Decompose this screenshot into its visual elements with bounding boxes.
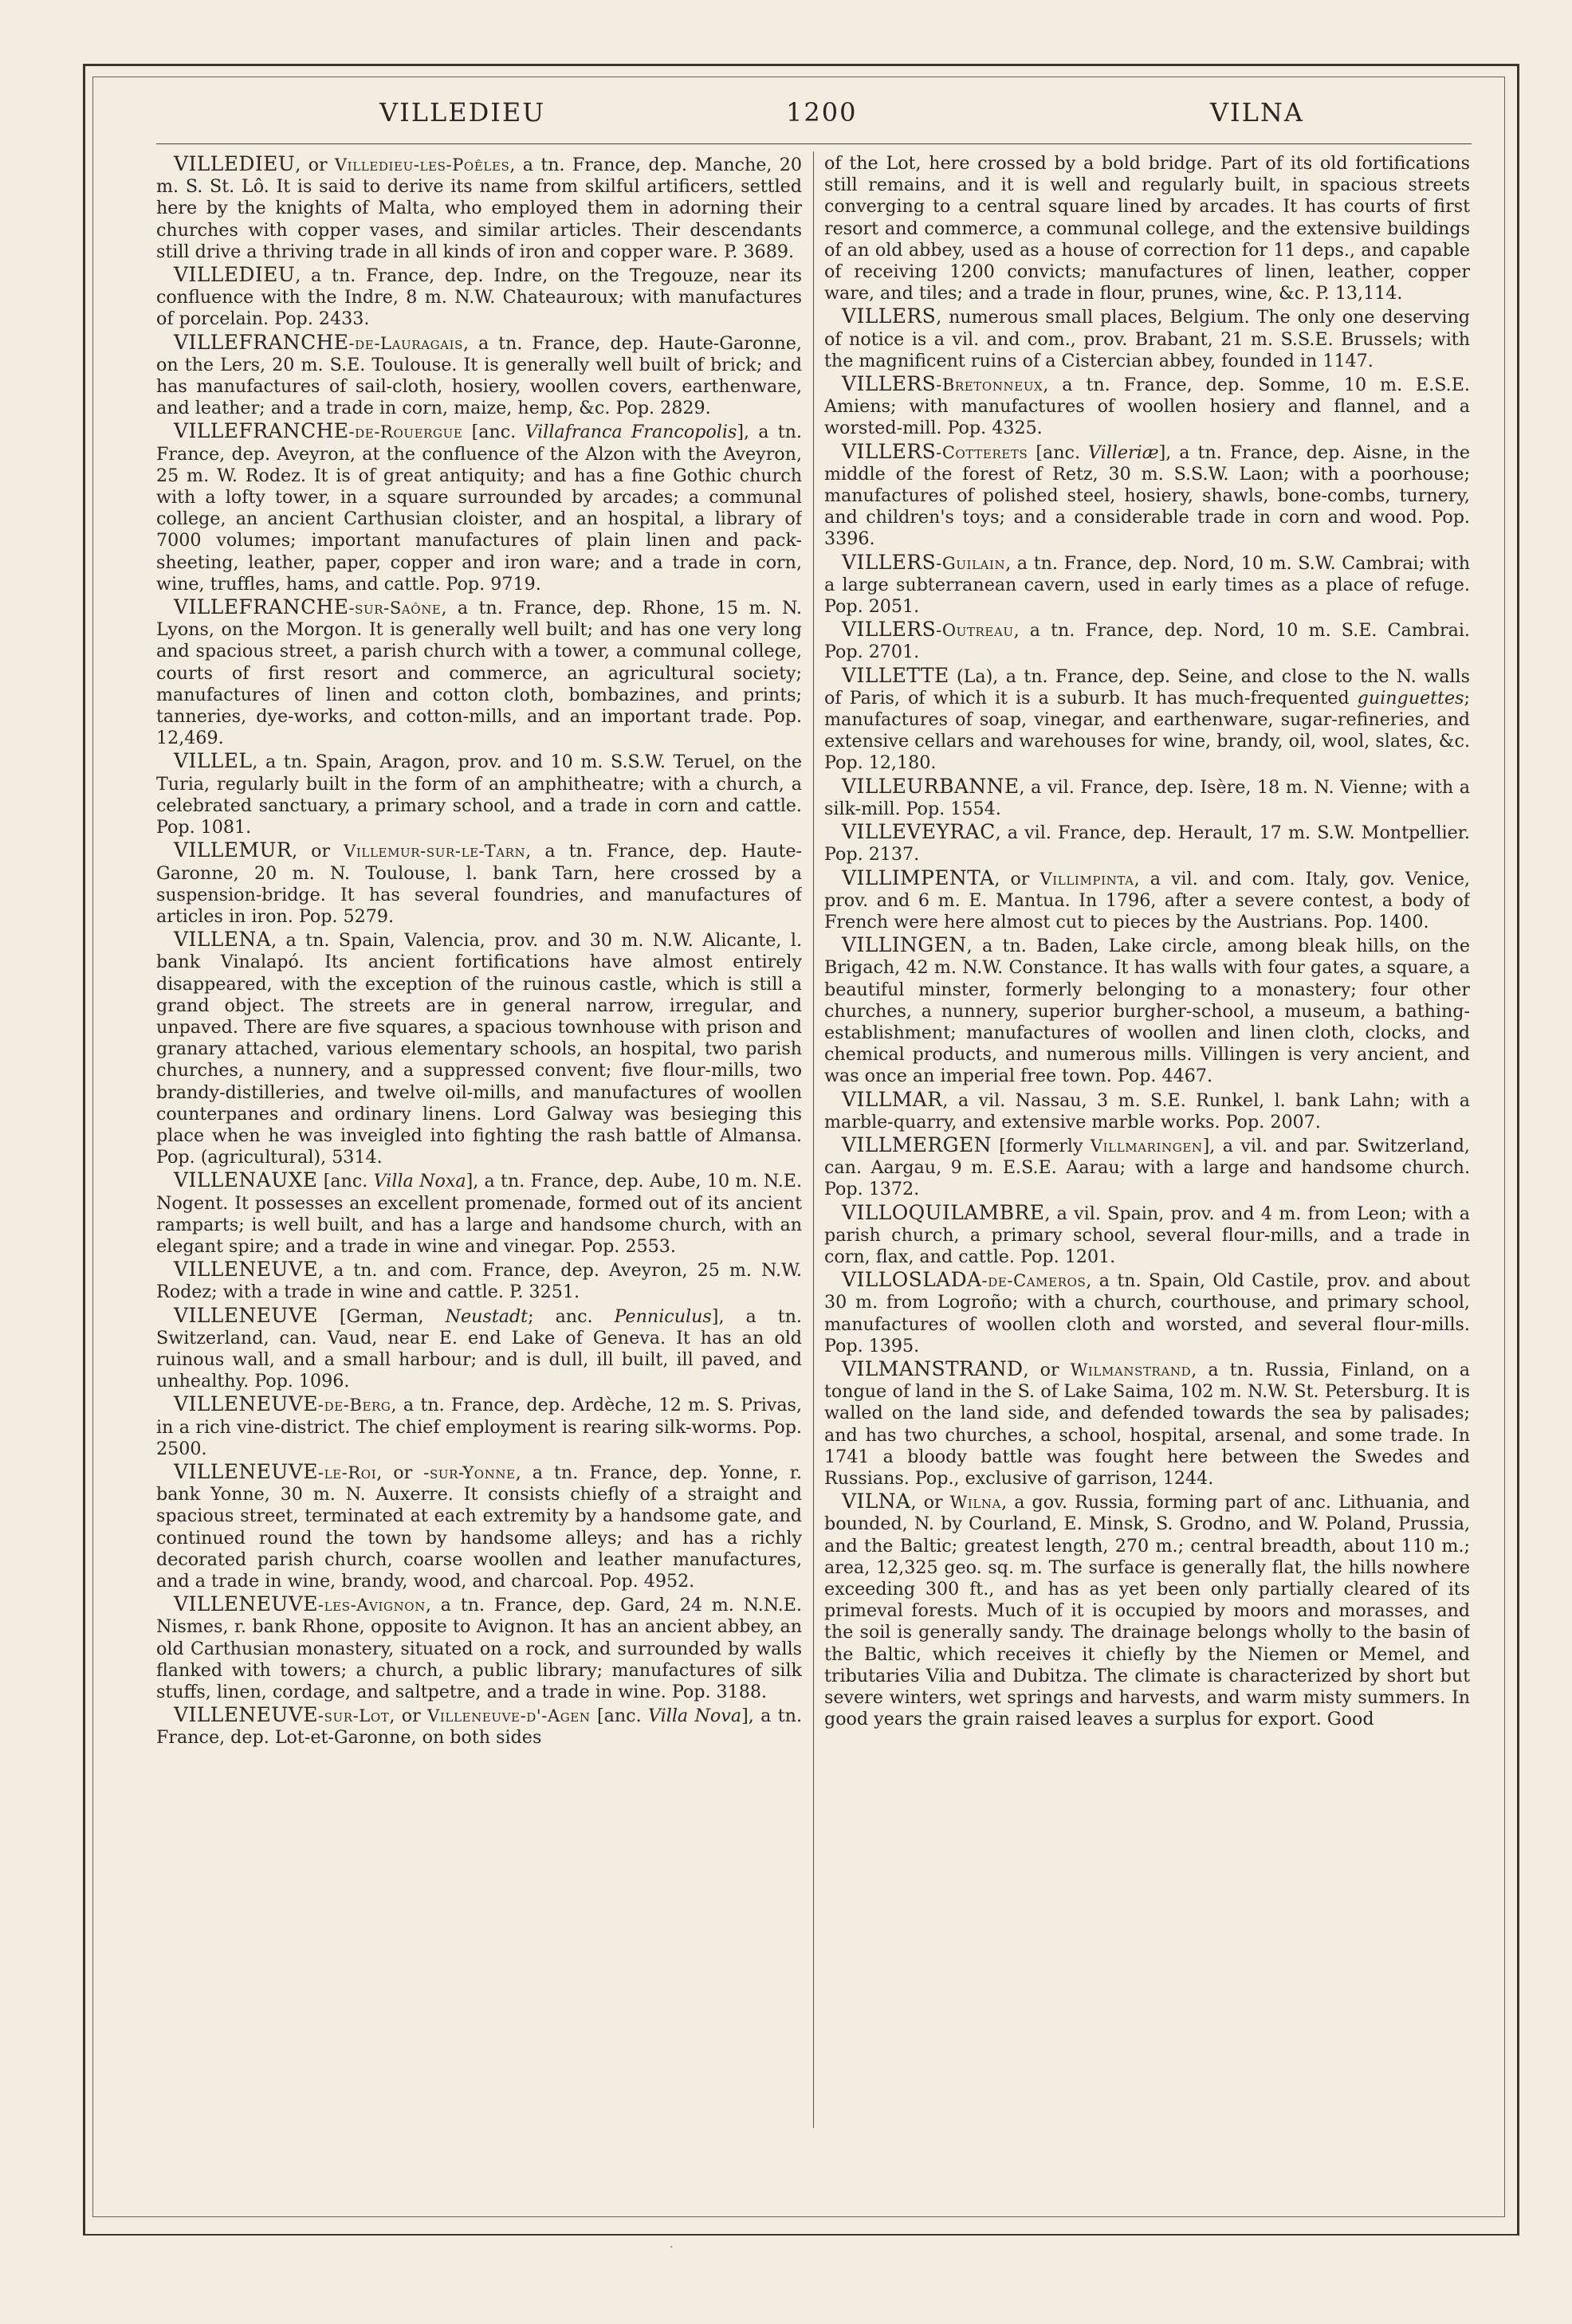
entry-text: ], a tn. France, dep. Aisne, in the middle of the forest of Retz, 30 m. S.S.W. Laon; with a poorhouse; manufactures of polished steel, hosiery, shawls, bone-combs, turnery, and children's toys; and a considerable trade in corn and wood. Pop. 3396. [824,442,1470,550]
gazetteer-entry [156,1393,802,1460]
headword: VILLEFRANCHE [174,595,349,619]
italic-term: guinguettes [1357,687,1464,709]
gazetteer-entry [156,1593,802,1703]
headword: VILLMAR [842,1087,943,1111]
headword-suffix: Villemur-sur-le-Tarn [344,842,526,862]
gazetteer-entry [156,420,802,595]
headword-suffix: Wilmanstrand [1070,1360,1192,1380]
headword-suffix: -sur-Lot [317,1706,390,1726]
entry-text: ; anc. [528,1305,615,1327]
footer-mark: · [670,2241,674,2254]
headword-suffix: -Outreau [936,621,1014,641]
header-right-word: VILNA [1209,97,1304,128]
entry-text: , a tn. Russia, Finland, on a tongue of land in the S. of Lake Saima, 102 m. N.W. St. Petersburg. It is walled on the land side, and defended towards the sea by palisades; and has two churches, a school, hospital, arsenal, and some trade. In 1741 a bloody battle was fought here between the Swedes and Russians. Pop., exclusive of garrison, 1244. [824,1359,1470,1489]
headword: VILLERS [842,372,937,396]
entry-text: , or [292,841,344,862]
italic-term: Villafranca Francopolis [525,422,737,443]
headword-suffix: Wilna [949,1493,1002,1513]
gazetteer-entry [824,1490,1470,1730]
entry-text: ; manufactures of soap, vinegar, and earthenware, sugar-refineries, and extensive cellars and warehouses for wine, brandy, oil, wool, slates, &c. Pop. 12,180. [824,687,1470,774]
entry-text: ], a tn. France, dep. Aube, 10 m. N.E. Nogent. It possesses an excellent promenade, formed out of its ancient ramparts; is well built, and has a large and handsome church, with an elegant spire; and a trade in wine and vinegar. Pop. 2553. [156,1171,802,1257]
gazetteer-entry [156,1169,802,1258]
headword-suffix: Villimpinta [1039,869,1134,889]
headword-suffix: -Cotterets [936,442,1028,462]
gazetteer-entry [824,934,1470,1087]
entry-text: , or [295,155,335,175]
headword: VILLEVEYRAC [842,820,996,844]
entry-text: [anc. [462,422,525,443]
gazetteer-entry [156,1461,802,1592]
italic-term: Villa Nova [648,1706,742,1727]
headword: VILLERS [842,618,937,642]
entry-text: , a tn. France, dep. Nord, 10 m. S.W. Cambrai; with a large subterranean cavern, used in early times as a place of refuge. Pop. 2051. [824,552,1470,618]
entry-text: , or [910,1492,950,1513]
entry-text: , a vil. France, dep. Isère, 18 m. N. Vienne; with a silk-mill. Pop. 1554. [824,776,1470,819]
header-rule [156,143,1472,144]
entry-text: , or [376,1462,424,1483]
headword: VILLIMPENTA [842,866,995,889]
entry-text: , a tn. France, dep. Nord, 10 m. S.E. Cambrai. Pop. 2701. [824,620,1470,663]
headword-suffix: -de-Cameros [981,1271,1087,1291]
headword: VILLERS [842,304,937,328]
gazetteer-entry [824,867,1470,934]
headword: VILLOQUILAMBRE [842,1200,1045,1224]
gazetteer-entry [824,1358,1470,1490]
headword: VILLENAUXE [174,1168,318,1192]
headword-suffix: -de-Lauragais [348,333,463,353]
entry-text: , a gov. Russia, forming part of anc. Lithuania, and bounded, N. by Courland, E. Minsk, S. Grodno, and W. Poland, Prussia, and the Baltic; greatest length, 270 m.; central breadth, about 110 m.; area, 12,325 geo. sq. m. The surface is generally flat, the hills nowhere exceeding 300 ft., and has as yet been only partially cleared of its primeval forests. Much of it is occupied by moors and morasses, and the soil is generally sandy. The drainage belongs wholly to the basin of the Baltic, which receives it chiefly by the Niemen or Memel, and tributaries Vilia and Dubitza. The climate is characterized by short but severe winters, wet springs and harvests, and warm misty summers. In good years the grain raised leaves a surplus for export. Good [824,1492,1470,1730]
italic-term: Villa Noxa [373,1171,466,1192]
entry-text: , numerous small places, Belgium. The only one deserving of notice is a vil. and com., prov. Brabant, 21 m. S.S.E. Brussels; with the magnificent ruins of a Cistercian abbey, founded in 1147. [824,307,1470,371]
gazetteer-entry [156,153,802,263]
headword: VILLERS [842,550,937,574]
entry-text: , a vil. and com. Italy, gov. Venice, prov. and 6 m. E. Mantua. In 1796, after a severe contest, a body of French were here almost cut to pieces by the Austrians. Pop. 1400. [824,868,1470,932]
headword: VILLEDIEU [174,263,296,287]
gazetteer-entry [824,775,1470,820]
gazetteer-entry [156,750,802,838]
gazetteer-entry [824,618,1470,663]
headword: VILLEURBANNE [842,774,1020,798]
headword: VILLEDIEU [174,153,296,175]
gazetteer-entry [156,1305,802,1393]
entry-text: [anc. [590,1706,648,1727]
right-column [824,153,1470,2122]
headword: VILLMERGEN [842,1133,992,1156]
headword: VILLEFRANCHE [174,330,349,354]
entry-text: , a tn. France, dep. Indre, on the Tregouze, near its confluence with the Indre, 8 m. N.W. Chateauroux; with manufactures of porcelain. Pop. 2433. [156,265,802,330]
header-left-word: VILLEDIEU [379,97,546,128]
entry-text: , a tn. Baden, Lake circle, among bleak hills, on the Brigach, 42 m. N.W. Constance. It has walls with four gates, a square, a beautiful minster, formerly belonging to a monastery; four other churches, a nunnery, superior burgher-school, a museum, a bathing-establishment; manufactures of woollen and linen cloth, clocks, and chemical products, and numerous mills. Villingen is very ancient, and was once an imperial free town. Pop. 4467. [824,936,1470,1087]
headword: VILLOSLADA [842,1268,982,1292]
entry-text: [anc. [1028,442,1088,463]
gazetteer-entry [156,928,802,1168]
headword: VILLEMUR [174,838,293,862]
entry-text: , a tn. Spain, Valencia, prov. and 30 m. N.W. Alicante, l. bank Vinalapó. Its ancient fortifications have almost entirely disappeared, with the exception of the ruinous castle, which is still a grand object. The streets are in general narrow, irregular, and unpaved. There are five squares, a spacious townhouse with prison and granary attached, various elementary schools, an hospital, two parish churches, a nunnery, and a suppressed convent; five flour-mills, two brandy-distilleries, and twelve oil-mills, and manufactures of woollen counterpanes and ordinary linens. Lord Galway was besieging this place when he was inveigled into fighting the rash battle of Almansa. Pop. (agricultural), 5314. [156,930,802,1168]
entry-text: , a tn. France, dep. Somme, 10 m. E.S.E. Amiens; with manufactures of woollen hosiery and flannel, and a worsted-mill. Pop. 4325. [824,375,1470,439]
headword: VILLEFRANCHE [174,419,349,443]
gazetteer-entry [824,305,1470,372]
headword: VILMANSTRAND [842,1356,1024,1380]
italic-term: Neustadt [445,1305,529,1327]
entry-text: ], a tn. France, dep. Lot-et-Garonne, on both sides [156,1706,802,1749]
headword: VILLENA [174,928,272,952]
gazetteer-entry [156,1258,802,1303]
left-column [156,153,802,2122]
gazetteer-entry [824,552,1470,618]
entry-text: ], a tn. Switzerland, can. Vaud, near E. end Lake of Geneva. It has an old ruinous wall, and a small harbour; and is dull, ill built, ill paved, and unhealthy. Pop. 1096. [156,1305,802,1392]
headword-suffix: -Bretonneux [936,375,1043,395]
entry-text: , a tn. France, dep. Ardèche, 12 m. S. Privas, in a rich vine-district. The chief employment is rearing silk-worms. Pop. 2500. [156,1395,802,1459]
headword: VILLENEUVE [174,1459,318,1483]
headword-suffix: -de-Berg [317,1396,391,1415]
entry-text: , a tn. France, dep. Rhone, 15 m. N. Lyons, on the Morgon. It is generally well built; and has one very long and spacious street, a parish church with a tower, a communal college, courts of first resort and commerce, an agricultural society; manufactures of linen and cotton cloth, bombazines, and prints; tanneries, dye-works, and cotton-mills, and an important trade. Pop. 12,469. [156,598,802,749]
gazetteer-entry [824,441,1470,551]
gazetteer-entry [824,665,1470,775]
headword: VILLENEUVE [174,1303,318,1327]
headword: VILLENEUVE [174,1592,318,1616]
headword-suffix: Villmaringen [1090,1136,1203,1156]
entry-text: , a tn. France, dep. Gard, 24 m. N.N.E. Nismes, r. bank Rhone, opposite to Avignon. It has an ancient abbey, an old Carthusian monastery, situated on a rock, and surrounded by walls flanked with towers; a church, a public library; manufactures of silk stuffs, linen, cordage, and saltpetre, and a trade in wine. Pop. 3188. [156,1595,802,1703]
page-number: 1200 [786,97,858,128]
headword-suffix: Villeneuve-d'-Agen [427,1706,591,1726]
headword-suffix: Villedieu-les-Poêles [334,155,510,175]
entry-text: (La), a tn. France, dep. Seine, and close to the N. walls of Paris, of which it is a suburb. It has much-frequented [824,665,1470,709]
headword: VILLENEUVE [174,1392,318,1416]
gazetteer-entry [824,1269,1470,1357]
entry-text: , a vil. Nassau, 3 m. S.E. Runkel, l. bank Lahn; with a marble-quarry, and extensive marble works. Pop. 2007. [824,1089,1470,1133]
gazetteer-entry [156,332,802,420]
headword-suffix: -de-Rouergue [348,422,463,442]
headword: VILLETTE [842,663,949,687]
entry-text: , a tn. Spain, Old Castile, prov. and about 30 m. from Logroño; with a church, courthouse, and primary school, manufactures of woollen cloth and worsted, and several flour-mills. Pop. 1395. [824,1270,1470,1356]
entry-text: [German, [317,1305,446,1327]
headword: VILLENEUVE [174,1258,318,1282]
entry-text: , a tn. Spain, Aragon, prov. and 10 m. S.S.W. Teruel, on the Turia, regularly built in the form of an amphitheatre; with a church, a celebrated sanctuary, a primary school, and a trade in corn and cattle. Pop. 1081. [156,752,802,838]
entry-text: , a tn. France, dep. Yonne, r. bank Yonne, 30 m. N. Auxerre. It consists chiefly of a straight and spacious street, terminated at each extremity by a handsome gate, and continued round the town by handsome alleys; and has a richly decorated parish church, coarse woollen and leather manufactures, and a trade in wine, brandy, wood, and charcoal. Pop. 4952. [156,1462,802,1592]
column-divider [813,151,814,2128]
headword-suffix: -le-Roi [317,1462,377,1482]
entry-text: , or [994,868,1040,889]
gazetteer-entry [824,1134,1470,1201]
gazetteer-entry [156,596,802,749]
gazetteer-entry [824,821,1470,866]
headword-suffix: -les-Avignon [317,1596,426,1615]
headword-suffix: -sur-Yonne [423,1462,516,1482]
gazetteer-entry [824,1202,1470,1269]
entry-text: , a vil. France, dep. Herault, 17 m. S.W. Montpellier. Pop. 2137. [824,822,1470,866]
entry-text: of the Lot, here crossed by a bold bridge. Part of its old fortifications still remains, and it is well and regularly built, in spacious streets converging to a central square lined by arcades. It has courts of first resort and commerce, a communal college, and the extensive buildings of an old abbey, used as a house of correction for 11 deps., and capable of receiving 1200 convicts; manufactures of linen, leather, copper ware, and tiles; and a trade in flour, prunes, wine, &c. P. 13,114. [824,153,1470,304]
headword: VILLERS [842,439,937,463]
entry-text: , a vil. Spain, prov. and 4 m. from Leon; with a parish church, a primary school, several flour-mills, and a trade in corn, flax, and cattle. Pop. 1201. [824,1203,1470,1267]
entry-text: , or [1023,1359,1071,1380]
italic-term: Villeriæ [1087,442,1159,463]
entry-text: [anc. [317,1171,374,1192]
entry-text: ], a vil. and par. Switzerland, can. Aargau, 9 m. E.S.E. Aarau; with a large and handsome church. Pop. 1372. [824,1135,1470,1200]
headword: VILNA [842,1490,911,1513]
running-head [156,97,1472,137]
entry-text: , a tn. and com. France, dep. Aveyron, 25 m. N.W. Rodez; with a trade in wine and cattle. P. 3251. [156,1260,802,1303]
headword: VILLEL [174,749,253,773]
entry-text: , a tn. France, dep. Haute-Garonne, on the Lers, 20 m. S.E. Toulouse. It is generally well built of brick; and has manufactures of sail-cloth, hosiery, woollen covers, earthenware, and leather; and a trade in corn, maize, hemp, &c. Pop. 2829. [156,332,802,419]
italic-term: Penniculus [614,1305,712,1327]
headword: VILLENEUVE [174,1703,318,1727]
headword: VILLINGEN [842,933,967,957]
entry-continuation [824,153,1470,304]
entry-text: [formerly [991,1135,1091,1156]
gazetteer-entry [824,1089,1470,1133]
gazetteer-entry [824,373,1470,440]
entry-text: , or [389,1706,428,1727]
gazetteer-entry [156,839,802,928]
entry-text: , a tn. France, dep. Haute-Garonne, 20 m. N. Toulouse, l. bank Tarn, here crossed by a suspension-bridge. It has several foundries, and manufactures of articles in iron. Pop. 5279. [156,841,802,927]
headword-suffix: -Guilain [936,553,1006,573]
gazetteer-entry [156,1704,802,1749]
entry-text: , a tn. France, dep. Manche, 20 m. S. St. Lô. It is said to derive its name from skilful artificers, settled here by the knights of Malta, who employed them in adorning their churches with copper vases, and similar articles. Their descendants still drive a thriving trade in all kinds of iron and copper ware. P. 3689. [156,155,802,262]
headword-suffix: -sur-Saône [348,599,442,618]
gazetteer-entry [156,264,802,331]
entry-text: ], a tn. France, dep. Aveyron, at the confluence of the Alzon with the Aveyron, 25 m. W. Rodez. It is of great antiquity; and has a fine Gothic church with a lofty tower, in a square surrounded by arcades; a communal college, an ancient Carthusian cloister, and an hospital, a library of 7000 volumes; important manufactures of plain linen and pack-sheeting, leather, paper, copper and iron ware; and a trade in corn, wine, truffles, hams, and cattle. Pop. 9719. [156,422,802,595]
